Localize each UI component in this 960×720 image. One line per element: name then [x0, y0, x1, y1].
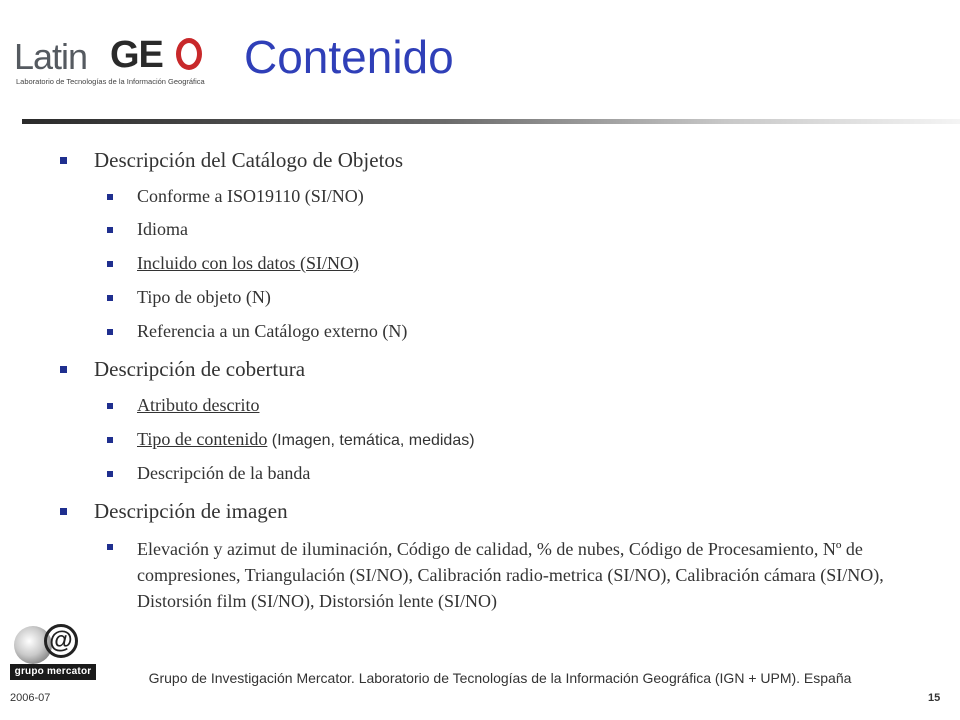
- sub-item-idioma: [137, 219, 188, 240]
- sub-item-referencia: [137, 321, 407, 342]
- sub-item-banda: [137, 463, 310, 484]
- bullet-square-icon: [107, 227, 113, 233]
- logo-geo-text: GE: [110, 34, 163, 76]
- page-title: Contenido: [244, 31, 454, 83]
- sub-item-label: Idioma: [137, 219, 188, 239]
- latingeo-logo: [14, 36, 224, 106]
- sub-item-note: (Imagen, temática, medidas): [267, 432, 475, 449]
- bullet-square-icon: [107, 403, 113, 409]
- bullet-square-icon: [107, 194, 113, 200]
- sub-item-label: Elevación y azimut de iluminación, Código de calidad, % de nubes, Código de Procesamiento, Nº de compresiones, Triangulación (SI/NO), Calibración radio-metrica (SI/NO), Calibración cámara (SI/NO), Distorsión film (SI/NO), Distorsión lente (SI/NO): [137, 539, 884, 611]
- bullet-square-icon: [60, 366, 67, 373]
- sub-item-atributo: [137, 395, 259, 416]
- outline-item-label: Descripción de imagen: [94, 499, 288, 523]
- sub-item-label: Referencia a un Catálogo externo (N): [137, 321, 408, 341]
- sub-item-incluido: [137, 253, 359, 274]
- logo-latin-text: Latin: [14, 36, 88, 77]
- bullet-square-icon: [107, 329, 113, 335]
- sub-item-label: Conforme a ISO19110 (SI/NO): [137, 186, 364, 206]
- bullet-square-icon: [60, 508, 67, 515]
- sub-item-label: Tipo de contenido: [137, 429, 268, 449]
- outline-item-catalogo: [94, 148, 403, 173]
- outline-item-cobertura: [94, 357, 305, 382]
- bullet-square-icon: [107, 295, 113, 301]
- mercator-logo-text: grupo mercator: [10, 664, 96, 680]
- logo-globe-icon: [176, 38, 202, 70]
- bullet-square-icon: [60, 157, 67, 164]
- bullet-square-icon: [107, 437, 113, 443]
- outline-item-imagen: [94, 499, 288, 524]
- title-divider: [22, 119, 960, 124]
- at-sign-icon: @: [44, 624, 78, 658]
- grupo-mercator-logo: [10, 624, 96, 684]
- footer-text: Grupo de Investigación Mercator. Laboratorio de Tecnologías de la Información Geográfica (IGN + UPM). España: [148, 670, 852, 686]
- footer-date: 2006-07: [10, 692, 51, 704]
- outline-item-label: Descripción de cobertura: [94, 357, 306, 381]
- sub-item-label: Atributo descrito: [137, 395, 260, 415]
- sub-item-tipo-objeto: [137, 287, 271, 308]
- page-number: 15: [928, 692, 941, 704]
- logo-tagline: Laboratorio de Tecnologías de la Información Geográfica: [16, 77, 205, 86]
- outline-item-label: Descripción del Catálogo de Objetos: [94, 148, 404, 172]
- sub-item-label: Tipo de objeto (N): [137, 287, 271, 307]
- bullet-square-icon: [107, 261, 113, 267]
- sub-item-tipo-contenido: [137, 429, 475, 450]
- bullet-square-icon: [107, 544, 113, 550]
- sub-item-iso19110: [137, 186, 364, 207]
- sub-item-elevacion: [137, 536, 907, 614]
- sub-item-label: Incluido con los datos (SI/NO): [137, 253, 359, 273]
- sub-item-label: Descripción de la banda: [137, 463, 311, 483]
- bullet-square-icon: [107, 471, 113, 477]
